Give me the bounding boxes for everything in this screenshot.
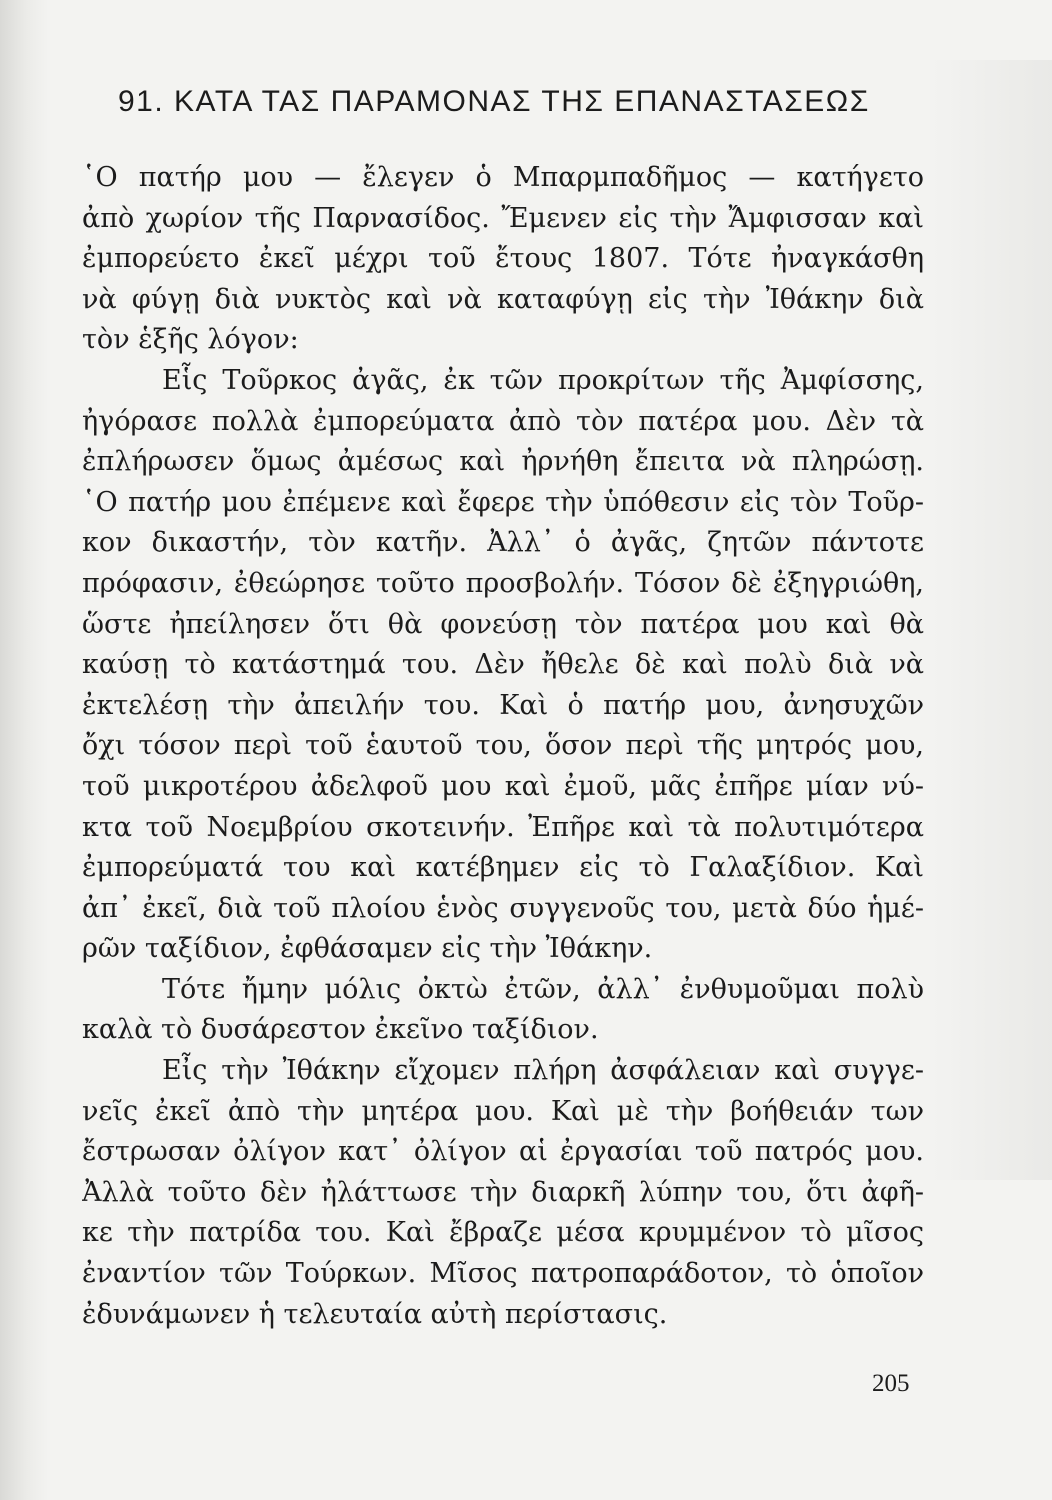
text-line: νὰ φύγῃ διὰ νυκτὸς καὶ νὰ καταφύγῃ εἰς τὴν Ἰθάκην διὰ [82, 283, 924, 315]
text-line: κον δικαστήν, τὸν κατῆν. Ἀλλ᾽ ὁ ἀγᾶς, ζητῶν πάντοτε [82, 527, 924, 559]
text-line: τοῦ μικροτέρου ἀδελφοῦ μου καὶ ἐμοῦ, μᾶς ἐπῆρε μίαν νύ- [82, 770, 924, 802]
text-line: ἐμπορεύματά του καὶ κατέβημεν εἰς τὸ Γαλαξίδιον. Καὶ [82, 852, 924, 884]
text-line: τὸν ἑξῆς λόγον: [82, 324, 299, 356]
text-line: ρῶν ταξίδιον, ἐφθάσαμεν εἰς τὴν Ἰθάκην. [82, 933, 653, 965]
text-line: ἐδυνάμωνεν ἡ τελευταία αὐτὴ περίστασις. [82, 1298, 668, 1330]
text-line: ἐκτελέσῃ τὴν ἀπειλήν του. Καὶ ὁ πατήρ μου, ἀνησυχῶν [82, 689, 924, 721]
text-line: καλὰ τὸ δυσάρεστον ἐκεῖνο ταξίδιον. [82, 1014, 599, 1046]
page-gutter-shadow [0, 0, 48, 1500]
text-line: ἠγόρασε πολλὰ ἐμπορεύματα ἀπὸ τὸν πατέρα μου. Δὲν τὰ [82, 405, 924, 437]
show-through-shadow [932, 60, 1052, 1180]
page-number: 205 [872, 1370, 910, 1397]
text-line: ἐπλήρωσεν ὅμως ἀμέσως καὶ ἠρνήθη ἔπειτα νὰ πληρώσῃ. [82, 446, 924, 478]
text-line: κε τὴν πατρίδα του. Καὶ ἔβραζε μέσα κρυμμένον τὸ μῖσος [82, 1217, 924, 1249]
chapter-heading: 91. ΚΑΤΑ ΤΑΣ ΠΑΡΑΜΟΝΑΣ ΤΗΣ ΕΠΑΝΑΣΤΑΣΕΩΣ [118, 85, 870, 118]
text-line: Τότε ἤμην μόλις ὀκτὼ ἐτῶν, ἀλλ᾽ ἐνθυμοῦμαι πολὺ [162, 973, 924, 1005]
text-line: κτα τοῦ Νοεμβρίου σκοτεινήν. Ἐπῆρε καὶ τὰ πολυτιμότερα [82, 811, 924, 843]
text-line: ἀπὸ χωρίον τῆς Παρνασίδος. Ἔμενεν εἰς τὴν Ἄμφισσαν καὶ [82, 202, 924, 234]
text-line: ῾Ο πατήρ μου — ἔλεγεν ὁ Μπαρμπαδῆμος — κατήγετο [82, 162, 924, 193]
text-line: Εἷς Τοῦρκος ἀγᾶς, ἐκ τῶν προκρίτων τῆς Ἀμφίσσης, [162, 364, 924, 396]
text-line: νεῖς ἐκεῖ ἀπὸ τὴν μητέρα μου. Καὶ μὲ τὴν βοήθειάν των [82, 1095, 924, 1127]
text-line: ὥστε ἠπείλησεν ὅτι θὰ φονεύσῃ τὸν πατέρα μου καὶ θὰ [82, 608, 924, 640]
text-line: ἐμπορεύετο ἐκεῖ μέχρι τοῦ ἔτους 1807. Τότε ἠναγκάσθη [82, 243, 924, 275]
text-line: ἐναντίον τῶν Τούρκων. Μῖσος πατροπαράδοτον, τὸ ὁποῖον [82, 1258, 924, 1290]
text-line: ῾Ο πατήρ μου ἐπέμενε καὶ ἔφερε τὴν ὑπόθεσιν εἰς τὸν Τοῦρ- [82, 486, 924, 518]
body-text [82, 158, 924, 1335]
text-line: καύσῃ τὸ κατάστημά του. Δὲν ἤθελε δὲ καὶ πολὺ διὰ νὰ [82, 649, 924, 681]
text-line: Εἶς τὴν Ἰθάκην εἴχομεν πλήρη ἀσφάλειαν καὶ συγγε- [162, 1055, 924, 1087]
text-line: ἔστρωσαν ὀλίγον κατ᾽ ὀλίγον αἱ ἐργασίαι τοῦ πατρός μου. [82, 1136, 924, 1168]
text-line: ὄχι τόσον περὶ τοῦ ἑαυτοῦ του, ὅσον περὶ τῆς μητρός μου, [82, 730, 924, 762]
text-line: πρόφασιν, ἐθεώρησε τοῦτο προσβολήν. Τόσον δὲ ἐξηγριώθη, [82, 567, 924, 599]
text-line: Ἀλλὰ τοῦτο δὲν ἠλάττωσε τὴν διαρκῆ λύπην του, ὅτι ἀφῆ- [82, 1176, 924, 1208]
text-line: ἀπ᾽ ἐκεῖ, διὰ τοῦ πλοίου ἑνὸς συγγενοῦς του, μετὰ δύο ἡμέ- [82, 892, 924, 924]
